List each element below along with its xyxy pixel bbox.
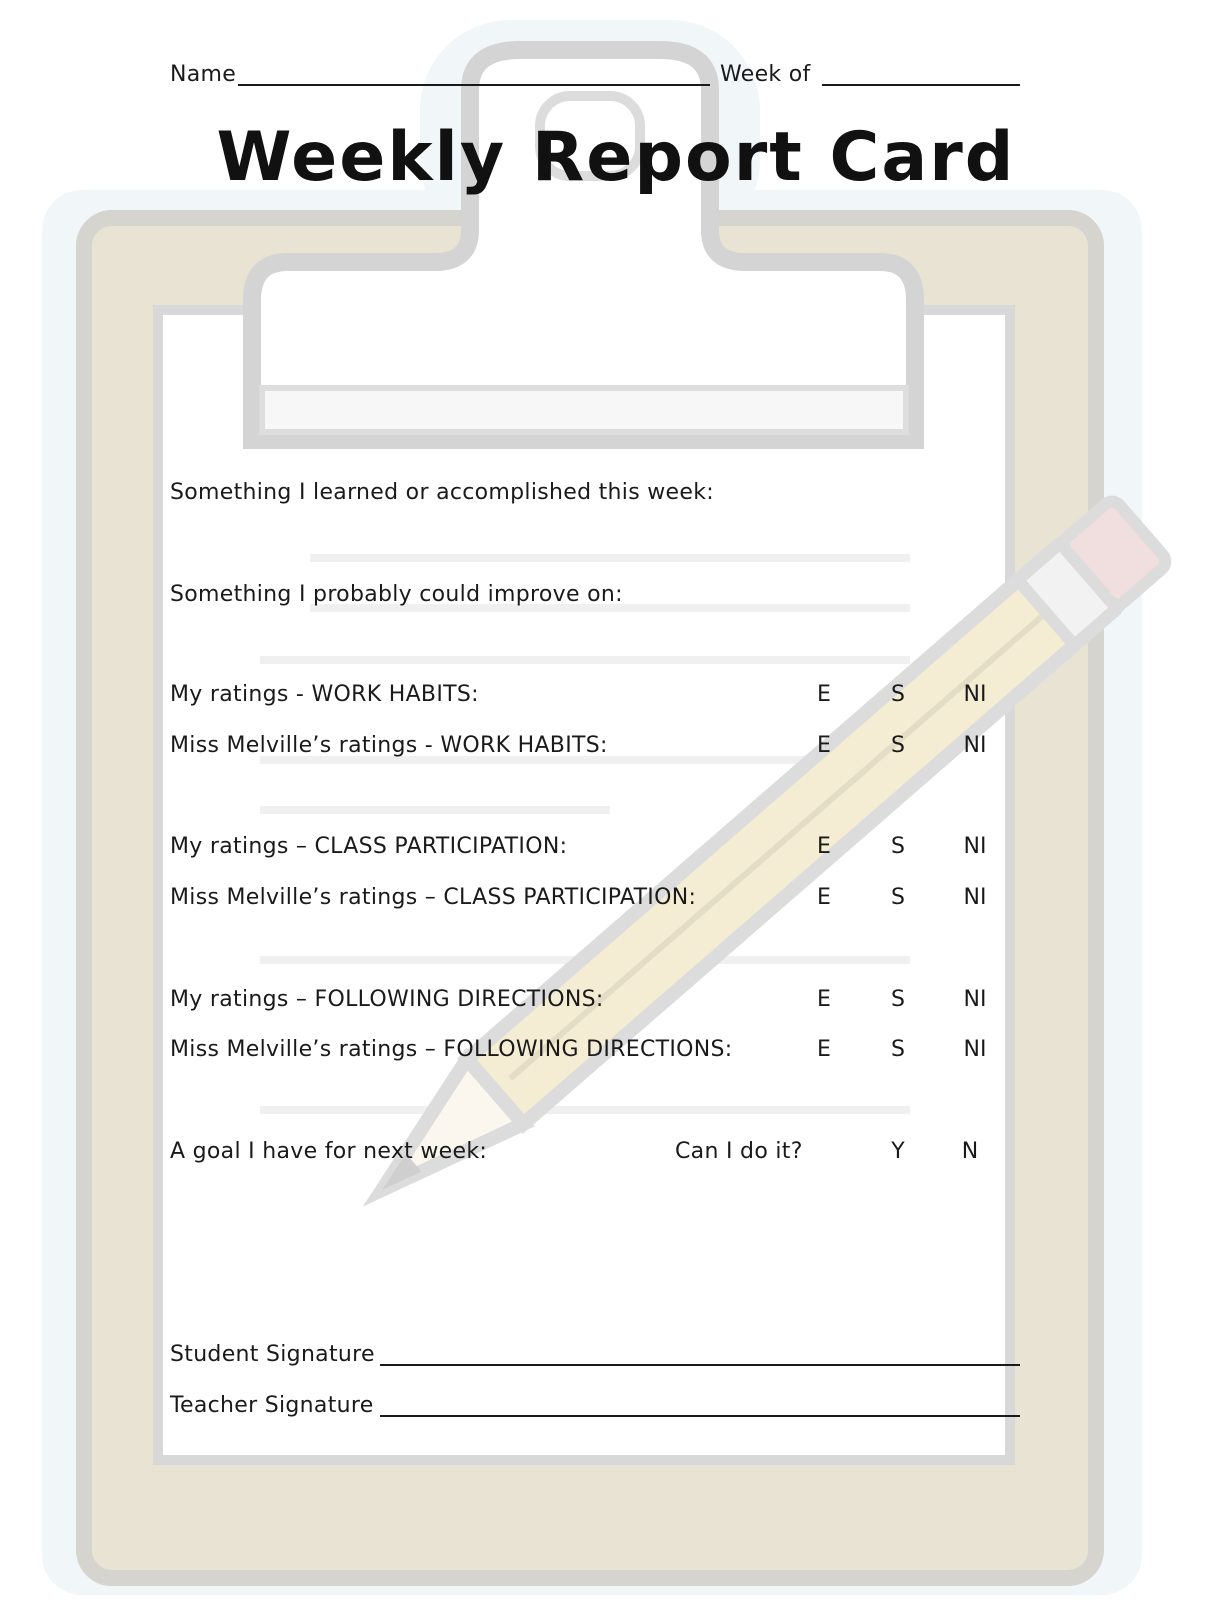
teacher-signature-line[interactable] (380, 1415, 1020, 1417)
learned-prompt: Something I learned or accomplished this week: (170, 480, 714, 505)
improve-prompt: Something I probably could improve on: (170, 582, 623, 607)
rating-option-ni[interactable]: NI (963, 885, 987, 910)
student-signature-line[interactable] (380, 1364, 1020, 1366)
rating-label: Miss Melville’s ratings – CLASS PARTICIPATION: (170, 885, 697, 910)
week-field-line[interactable] (822, 84, 1020, 86)
rating-label: My ratings - WORK HABITS: (170, 682, 479, 707)
rating-option-ni[interactable]: NI (963, 682, 987, 707)
rating-option-ni[interactable]: NI (963, 733, 987, 758)
rating-label: Miss Melville’s ratings - WORK HABITS: (170, 733, 608, 758)
rating-option-ni[interactable]: NI (963, 1037, 987, 1062)
rating-label: My ratings – CLASS PARTICIPATION: (170, 834, 568, 859)
rating-option-e[interactable]: E (817, 834, 831, 859)
name-field-line[interactable] (238, 84, 710, 86)
teacher-signature-label: Teacher Signature (170, 1393, 374, 1418)
clip-band (262, 388, 906, 432)
rating-option-ni[interactable]: NI (963, 987, 987, 1012)
rating-option-e[interactable]: E (817, 1037, 831, 1062)
week-label: Week of (720, 62, 811, 87)
goal-option-no[interactable]: N (961, 1139, 979, 1164)
goal-option-yes[interactable]: Y (891, 1139, 905, 1164)
rating-option-s[interactable]: S (891, 885, 905, 910)
rating-option-ni[interactable]: NI (963, 834, 987, 859)
rating-option-e[interactable]: E (817, 733, 831, 758)
rating-option-e[interactable]: E (817, 885, 831, 910)
rating-label: Miss Melville’s ratings – FOLLOWING DIRECTIONS: (170, 1037, 733, 1062)
rating-option-e[interactable]: E (817, 987, 831, 1012)
goal-label: A goal I have for next week: (170, 1139, 488, 1164)
name-label: Name (170, 62, 237, 87)
student-signature-label: Student Signature (170, 1342, 375, 1367)
rating-option-e[interactable]: E (817, 682, 831, 707)
rating-option-s[interactable]: S (891, 1037, 905, 1062)
rating-option-s[interactable]: S (891, 682, 905, 707)
page-title: Weekly Report Card (216, 118, 1016, 197)
rating-option-s[interactable]: S (891, 834, 905, 859)
rating-option-s[interactable]: S (891, 987, 905, 1012)
rating-label: My ratings – FOLLOWING DIRECTIONS: (170, 987, 604, 1012)
goal-question: Can I do it? (675, 1139, 803, 1164)
rating-option-s[interactable]: S (891, 733, 905, 758)
